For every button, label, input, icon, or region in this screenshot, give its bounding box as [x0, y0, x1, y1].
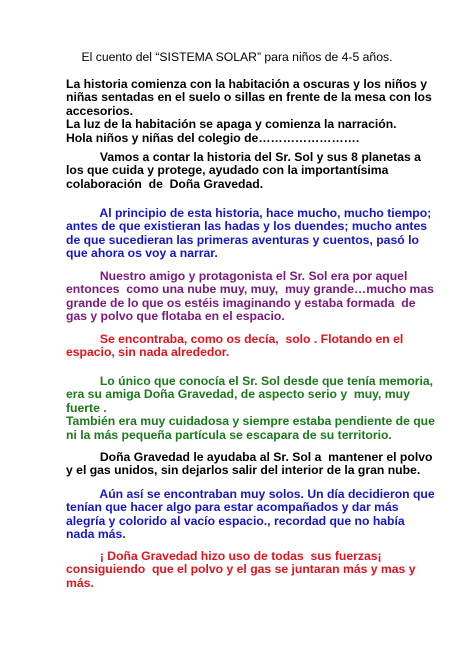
- paragraph-cloud: Nuestro amigo y protagonista el Sr. Sol era por aquel entonces como una nube muy, muy, muy grande…mucho mas grande de lo que os estéis imaginando y estaba formada de gas y polvo que flotaba en el espacio.: [66, 269, 434, 324]
- paragraph-sol-planets: Vamos a contar la historia del Sr. Sol y sus 8 planetas a los que cuida y protege, ayudado con la importantísima colaboración de Doña Gravedad.: [66, 150, 421, 191]
- paragraph-intro: La historia comienza con la habitación a oscuras y los niños y niñas sentadas en el suelo o sillas en frente de la mesa con los accesorios. La luz de la habitación se apaga y comienza la narración. Hola niños y niñas del colegio de…………………….: [66, 77, 432, 145]
- paragraph-lonely: Aún así se encontraban muy solos. Un día decidieron que tenían que hacer algo para estar acompañados y dar más alegría y colorido al vacío espacio., recordad que no había nada más.: [66, 487, 435, 542]
- paragraph-beginning: Al principio de esta historia, hace mucho, mucho tiempo; antes de que existieran las hadas y los duendes; mucho antes de que sucedieran las primeras aventuras y cuentos, pasó lo que ahora os voy a narrar.: [66, 206, 432, 261]
- paragraph-alone: Se encontraba, como os decía, solo . Flotando en el espacio, sin nada alrededor.: [66, 332, 404, 360]
- paragraph-dust-gas: Doña Gravedad le ayudaba al Sr. Sol a mantener el polvo y el gas unidos, sin dejarlos salir del interior de la gran nube.: [66, 450, 433, 478]
- paragraph-forces: ¡ Doña Gravedad hizo uso de todas sus fuerzas¡ consiguiendo que el polvo y el gas se juntaran más y mas y más.: [66, 549, 416, 590]
- document-title: El cuento del “SISTEMA SOLAR” para niños de 4-5 años.: [81, 50, 393, 64]
- paragraph-gravity: Lo único que conocía el Sr. Sol desde que tenía memoria, era su amiga Doña Gravedad, de aspecto serio y muy, muy fuerte . También era muy cuidadosa y siempre estaba pendiente de que ni la más pequeña partícula se escapara de su territorio.: [66, 374, 435, 442]
